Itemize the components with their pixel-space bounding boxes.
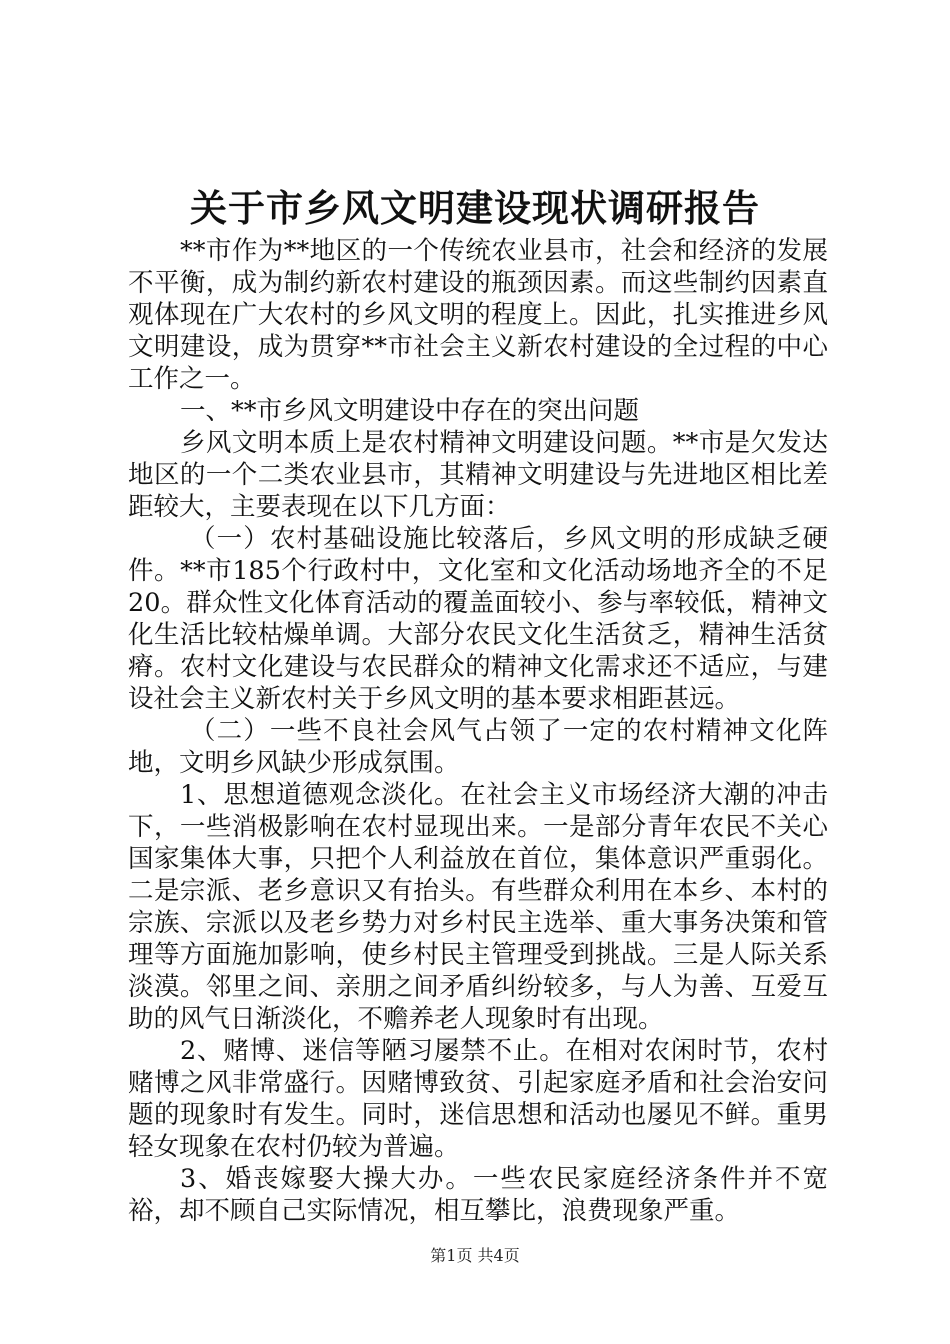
paragraph-item-2: 2、赌博、迷信等陋习屡禁不止。在相对农闲时节，农村赌博之风非常盛行。因赌博致贫、引起家庭矛盾和社会治安问题的现象时有发生。同时，迷信思想和活动也屡见不鲜。重男轻女现象在农村仍较为普遍。 [128,1036,828,1162]
page-number-footer: 第1页 共4页 [430,1246,520,1265]
document-title: 关于市乡风文明建设现状调研报告 [190,186,760,230]
paragraph-item-3: 3、婚丧嫁娶大操大办。一些农民家庭经济条件并不宽裕，却不顾自己实际情况，相互攀比，浪费现象严重。 [128,1164,828,1226]
document-body [128,235,828,1227]
section-heading-1: 一、**市乡风文明建设中存在的突出问题 [180,396,640,426]
paragraph-intro: **市作为**地区的一个传统农业县市，社会和经济的发展不平衡，成为制约新农村建设的瓶颈因素。而这些制约因素直观体现在广大农村的乡风文明的程度上。因此，扎实推进乡风文明建设，成为贯穿**市社会主义新农村建设的全过程的中心工作之一。 [128,236,828,394]
paragraph-subsection-1: （一）农村基础设施比较落后，乡风文明的形成缺乏硬件。**市185个行政村中，文化室和文化活动场地齐全的不足20。群众性文化体育活动的覆盖面较小、参与率较低，精神文化生活比较枯燥单调。大部分农民文化生活贫乏，精神生活贫瘠。农村文化建设与农民群众的精神文化需求还不适应，与建设社会主义新农村关于乡风文明的基本要求相距甚远。 [128,524,828,714]
paragraph-item-1: 1、思想道德观念淡化。在社会主义市场经济大潮的冲击下，一些消极影响在农村显现出来。一是部分青年农民不关心国家集体大事，只把个人利益放在首位，集体意识严重弱化。二是宗派、老乡意识又有抬头。有些群众利用在本乡、本村的宗族、宗派以及老乡势力对乡村民主选举、重大事务决策和管理等方面施加影响，使乡村民主管理受到挑战。三是人际关系淡漠。邻里之间、亲朋之间矛盾纠纷较多，与人为善、互爱互助的风气日渐淡化，不赡养老人现象时有出现。 [128,780,828,1034]
paragraph-subsection-2: （二）一些不良社会风气占领了一定的农村精神文化阵地，文明乡风缺少形成氛围。 [128,716,828,778]
paragraph-overview: 乡风文明本质上是农村精神文明建设问题。**市是欠发达地区的一个二类农业县市，其精神文明建设与先进地区相比差距较大，主要表现在以下几方面： [128,428,828,522]
